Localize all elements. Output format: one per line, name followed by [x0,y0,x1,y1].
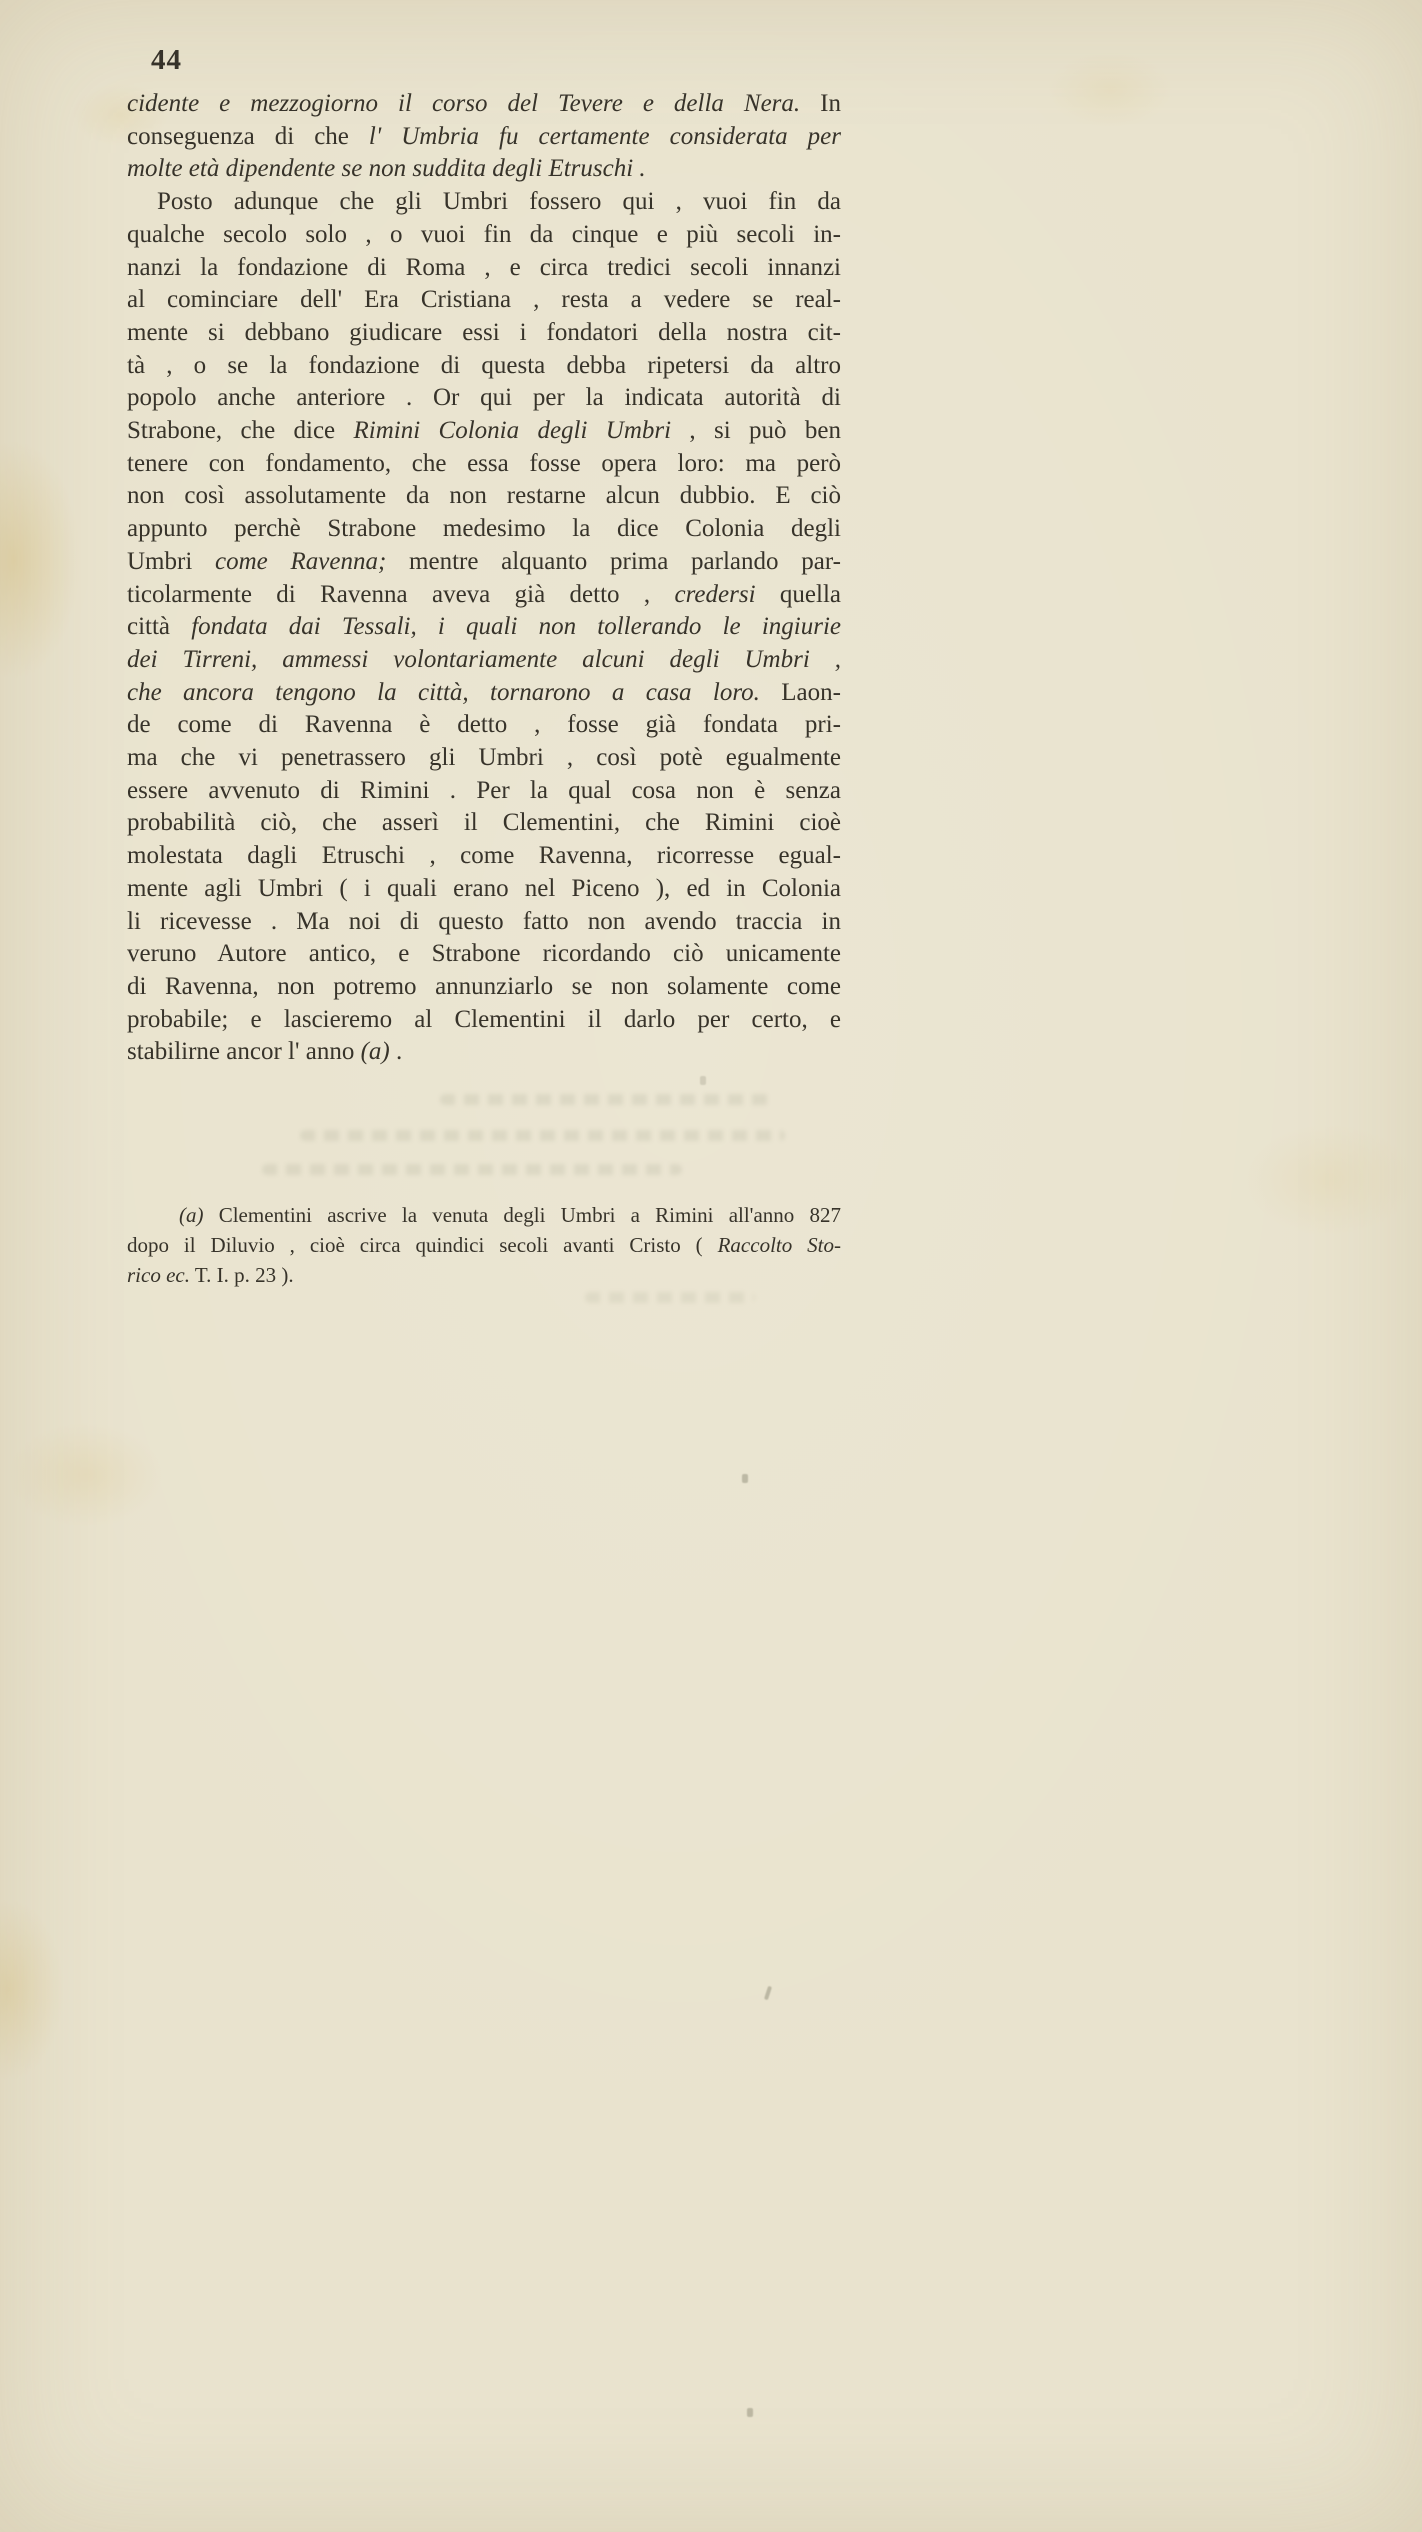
text-run: essere avvenuto di Rimini . Per la qual cosa non è senza [127,776,841,804]
italic-text-run: che ancora tengono la città, tornarono a casa loro. [127,678,760,706]
text-run: probabilità ciò, che asserì il Clementini, che Rimini cioè [127,809,841,837]
italic-text-run: (a) [179,1203,204,1227]
paper-speck [700,1076,706,1085]
text-run: ma che vi penetrassero gli Umbri , così potè egualmente [127,744,841,772]
italic-text-run: fondata dai Tessali, i quali non tollerando le ingiurie [191,613,841,641]
text-run: mente si debbano giudicare essi i fondatori della nostra cit- [127,318,841,346]
text-run: veruno Autore antico, e Strabone ricordando ciò unicamente [127,940,841,968]
text-run: Umbri [127,547,216,575]
text-run: nanzi la fondazione di Roma , e circa tredici secoli innanzi [127,253,841,281]
text-line [127,252,841,285]
text-run: , si può ben [671,417,842,445]
text-line [127,480,841,513]
ink-bleed-mark [585,1292,755,1303]
paper-speck [764,1986,772,2001]
text-run: Strabone, che dice [127,417,354,445]
text-line [127,709,841,742]
text-line [127,1200,841,1230]
text-run: Posto adunque che gli Umbri fossero qui , vuoi fin da [157,188,841,216]
text-run: dopo il Diluvio , cioè circa quindici secoli avanti Cristo ( [127,1233,718,1257]
italic-text-run: cidente e mezzogiorno il corso del Tevere e della Nera. [127,90,801,117]
text-line [127,775,841,808]
text-line [127,186,841,219]
text-line [127,873,841,906]
text-line [127,1036,841,1069]
text-run: tà , o se la fondazione di questa debba ripetersi da altro [127,351,841,379]
text-run: de come di Ravenna è detto , fosse già fondata pri- [127,711,841,739]
text-line [127,971,841,1004]
text-line [127,840,841,873]
text-run: quella [755,580,841,608]
text-run: popolo anche anteriore . Or qui per la indicata autorità di [127,384,841,412]
italic-text-run: Rimini Colonia degli Umbri [353,417,672,445]
text-line [127,742,841,775]
text-run: tenere con fondamento, che essa fosse opera loro: ma però [127,449,841,477]
ink-bleed-mark [262,1164,682,1175]
text-line [127,382,841,415]
text-run: qualche secolo solo , o vuoi fin da cinque e più secoli in- [127,220,841,248]
italic-text-run: come Ravenna; [215,547,387,575]
footnote-block [127,1200,841,1290]
text-run: mentre alquanto prima parlando par- [386,547,841,575]
text-line [127,1004,841,1037]
italic-text-run: l' Umbria fu certamente considerata per [368,122,841,150]
text-run: molestata dagli Etruschi , come Ravenna, ricorresse egual- [127,842,841,870]
italic-text-run: rico ec. [127,1263,190,1287]
text-line [127,938,841,971]
text-run: al cominciare dell' Era Cristiana , resta a vedere se real- [127,286,841,314]
ink-bleed-mark [440,1094,770,1105]
text-run: ticolarmente di Ravenna aveva già detto , [127,580,675,608]
text-run: città [127,613,192,641]
text-run: Clementini ascrive la venuta degli Umbri a Rimini all'anno 827 [203,1203,841,1227]
text-run: . [389,1038,403,1066]
text-line [127,448,841,481]
paper-speck [742,1474,748,1483]
text-line [127,415,841,448]
text-run: T. I. p. 23 ). [189,1263,294,1287]
page-number: 44 [151,44,182,76]
text-run: probabile; e lascieremo al Clementini il darlo per certo, e [127,1005,841,1033]
text-run: mente agli Umbri ( i quali erano nel Piceno ), ed in Colonia [127,874,841,902]
main-text-block [127,88,841,1069]
text-line [127,284,841,317]
text-line [127,807,841,840]
text-line [127,513,841,546]
paper-speck [747,2408,753,2417]
text-line [127,1230,841,1260]
text-line [127,1260,841,1290]
text-run: stabilirne ancor l' anno [127,1038,361,1066]
italic-text-run: dei Tirreni, ammessi volontariamente alcuni degli Umbri , [127,645,841,673]
italic-text-run: credersi [674,580,756,608]
text-line [127,677,841,710]
text-line [127,121,841,154]
text-line [127,219,841,252]
text-line [127,644,841,677]
text-line [127,906,841,939]
italic-text-run: (a) [360,1038,390,1066]
text-line [127,546,841,579]
text-line [127,350,841,383]
text-line [127,153,841,186]
text-line [127,611,841,644]
text-run: li ricevesse . Ma noi di questo fatto non avendo traccia in [127,907,841,935]
italic-text-run: Raccolto Sto- [717,1233,841,1257]
text-run: appunto perchè Strabone medesimo la dice Colonia degli [127,515,841,543]
text-run: In [800,90,841,117]
text-run: non così assolutamente da non restarne alcun dubbio. E ciò [127,482,841,510]
ink-bleed-mark [300,1130,785,1141]
text-run: di Ravenna, non potremo annunziarlo se non solamente come [127,972,841,1000]
italic-text-run: molte età dipendente se non suddita degli Etruschi . [127,155,646,183]
text-run: Laon- [759,678,841,706]
text-line [127,579,841,612]
text-line [127,88,841,121]
text-run: conseguenza di che [127,122,369,150]
text-line [127,317,841,350]
